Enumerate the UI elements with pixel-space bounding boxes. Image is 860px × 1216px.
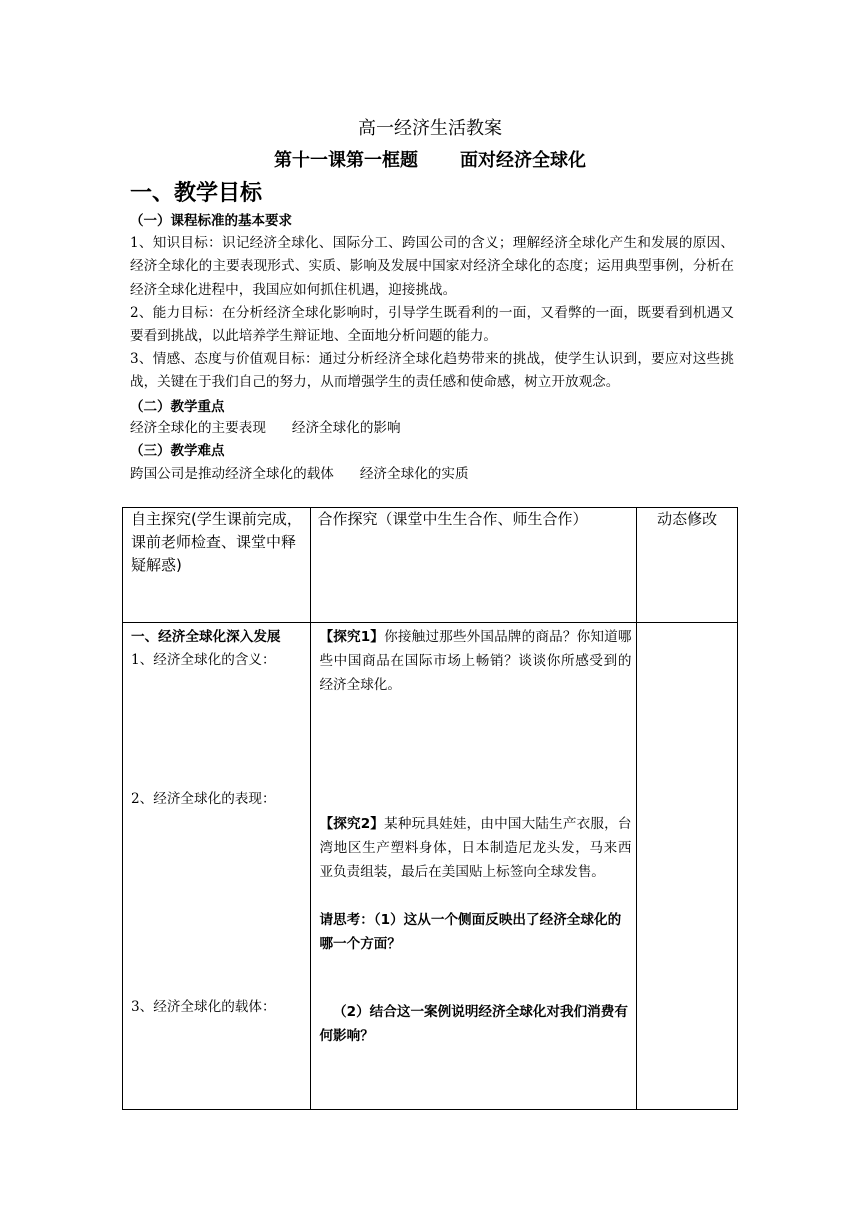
key-points-text: 经济全球化的主要表现 经济全球化的影响 (130, 420, 401, 436)
header-cooperative-study-label: 合作探究（课堂中生生合作、师生合作） (317, 510, 588, 528)
dynamic-revision-content (637, 623, 737, 1109)
document-title: 高一经济生活教案 (358, 118, 502, 139)
lesson-topic: 面对经济全球化 (460, 150, 586, 171)
explore-2-text: 某种玩具娃娃，由中国大陆生产衣服，台湾地区生产塑料身体，日本制造尼龙头发，马来西亚负责组装，最后在美国贴上标签向全球发售。 (319, 816, 632, 880)
explore-1-text: 你接触过那些外国品牌的商品？你知道哪些中国商品在国际市场上畅销？谈谈你所感受到的经济全球化。 (319, 629, 632, 693)
subheading-difficulties: （三）教学难点 (130, 443, 225, 459)
explore-1-label: 【探究1】 (319, 629, 385, 645)
section-title-globalization: 一、经济全球化深入发展 (131, 629, 281, 645)
explore-1 (319, 625, 631, 697)
item-globalization-manifestation: 2、经济全球化的表现： (131, 791, 276, 807)
difficulties-text: 跨国公司是推动经济全球化的载体 经济全球化的实质 (130, 466, 469, 482)
item-globalization-meaning: 1、经济全球化的含义： (131, 652, 276, 668)
self-study-cell (123, 623, 311, 1110)
goal-knowledge: 1、知识目标：识记经济全球化、国际分工、跨国公司的含义；理解经济全球化产生和发展的原因、经济全球化的主要表现形式、实质、影响及发展中国家对经济全球化的态度；运用典型事例，分析在经济全球化进程中，我国应如何抓住机遇，迎接挑战。 (130, 235, 734, 298)
lesson-subtitle (0, 150, 860, 172)
item-globalization-carrier: 3、经济全球化的载体： (131, 999, 276, 1015)
table-row (123, 623, 738, 1110)
lesson-plan-table (122, 507, 738, 1110)
explore-2 (319, 812, 631, 884)
cooperative-study-cell (311, 623, 637, 1110)
goal-ability: 2、能力目标：在分析经济全球化影响时，引导学生既看利的一面，又看弊的一面，既要看到机遇又要看到挑战，以此培养学生辩证地、全面地分析问题的能力。 (130, 305, 734, 345)
dynamic-revision-cell (637, 623, 738, 1110)
goal-values: 3、情感、态度与价值观目标：通过分析经济全球化趋势带来的挑战，使学生认识到，要应对这些挑战，关键在于我们自己的努力，从而增强学生的责任感和使命感，树立开放观念。 (130, 351, 734, 391)
explore-2-label: 【探究2】 (319, 816, 385, 832)
header-cell-self-study (123, 508, 311, 623)
header-dynamic-revision-label: 动态修改 (657, 510, 718, 528)
header-self-study-label: 自主探究(学生课前完成，课前老师检查、课堂中释疑解惑) (131, 510, 302, 574)
subheading-key-points: （二）教学重点 (130, 399, 225, 415)
question-2: （2）结合这一案例说明经济全球化对我们消费有何影响？ (319, 1004, 628, 1044)
section-heading-teaching-goals: 一、教学目标 (130, 181, 263, 206)
header-cell-dynamic-revision (637, 508, 738, 623)
table-header-row (123, 508, 738, 623)
lesson-number: 第十一课第一框题 (274, 150, 418, 171)
subheading-curriculum-standards: （一）课程标准的基本要求 (130, 213, 292, 229)
question-1: 请思考：（1）这从一个侧面反映出了经济全球化的哪一个方面？ (319, 912, 622, 952)
header-cell-cooperative-study (311, 508, 637, 623)
